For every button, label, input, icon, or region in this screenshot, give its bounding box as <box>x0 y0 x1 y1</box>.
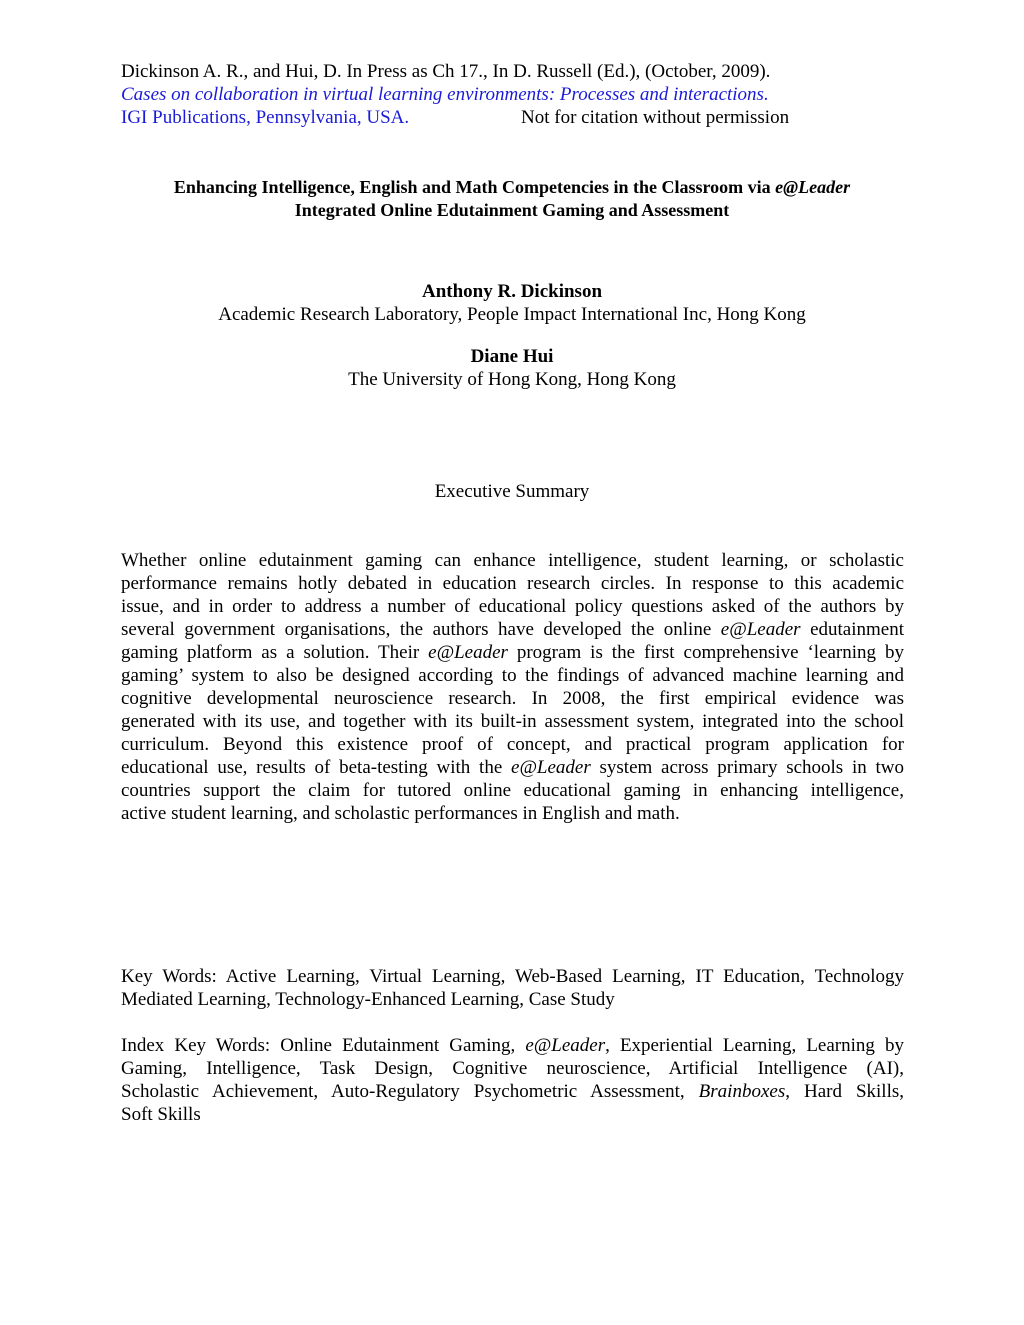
author-name: Anthony R. Dickinson <box>421 281 603 302</box>
key-words-line <box>121 988 904 1011</box>
summary-line <box>121 572 904 595</box>
title-line-1-text: Enhancing Intelligence, English and Math Competencies in the Classroom via <box>173 177 776 197</box>
line-text: edutainment <box>800 619 904 640</box>
line-text: Mediated Learning, Technology-Enhanced Learning, Case Study <box>121 989 615 1010</box>
index-key-words-line <box>121 1057 904 1080</box>
italic-term: e@Leader <box>428 642 508 663</box>
title-brand: e@Leader <box>775 177 851 197</box>
section-heading: Executive Summary <box>434 481 590 502</box>
author-name: Diane Hui <box>470 346 554 367</box>
line-text: active student learning, and scholastic performances in English and math. <box>121 803 680 824</box>
line-text: Key Words: Active Learning, Virtual Learning, Web-Based Learning, IT Education, Technology <box>121 966 904 987</box>
index-key-words-paragraph <box>121 1034 904 1126</box>
executive-summary-paragraph <box>121 549 904 825</box>
citation-line-1: Dickinson A. R., and Hui, D. In Press as Ch 17., In D. Russell (Ed.), (October, 2009). <box>121 61 771 82</box>
line-text: curriculum. Beyond this existence proof of concept, and practical program application for <box>121 734 904 755</box>
author-2 <box>100 345 924 391</box>
line-text: gaming platform as a solution. Their <box>121 642 429 663</box>
line-text: , Experiential Learning, Learning by <box>605 1035 904 1056</box>
italic-term: e@Leader <box>525 1035 606 1056</box>
key-words-line <box>121 965 904 988</box>
summary-line <box>121 779 904 802</box>
italic-term: e@Leader <box>511 757 591 778</box>
line-text: issue, and in order to address a number of educational policy questions asked of the authors by <box>121 596 904 617</box>
line-text: countries support the claim for tutored online educational gaming in enhancing intelligence, <box>121 780 904 801</box>
line-text: educational use, results of beta-testing with the <box>121 757 512 778</box>
paper-title <box>100 176 924 222</box>
line-text: program is the first comprehensive ‘learning by <box>507 642 904 663</box>
line-text: gaming’ system to also be designed according to the findings of advanced machine learning and <box>121 665 904 686</box>
key-words-paragraph <box>121 965 904 1011</box>
line-text: several government organisations, the authors have developed the online <box>121 619 721 640</box>
line-text: system across primary schools in two <box>590 757 904 778</box>
summary-line <box>121 756 904 779</box>
line-text: Scholastic Achievement, Auto-Regulatory Psychometric Assessment, <box>121 1081 699 1102</box>
book-title-line: Cases on collaboration in virtual learning environments: Processes and interactions. <box>121 84 769 105</box>
summary-line <box>121 595 904 618</box>
summary-line <box>121 641 904 664</box>
index-key-words-line <box>121 1103 904 1126</box>
line-text: cognitive developmental neuroscience research. In 2008, the first empirical evidence was <box>121 688 904 709</box>
author-affiliation: The University of Hong Kong, Hong Kong <box>348 369 676 390</box>
line-text: performance remains hotly debated in education research circles. In response to this academic <box>121 573 904 594</box>
summary-line <box>121 664 904 687</box>
author-1 <box>100 280 924 326</box>
index-key-words-line <box>121 1080 904 1103</box>
line-text: Gaming, Intelligence, Task Design, Cognitive neuroscience, Artificial Intelligence (AI), <box>121 1058 904 1079</box>
summary-line <box>121 802 904 825</box>
publisher-text: IGI Publications, Pennsylvania, USA. <box>121 107 410 128</box>
line-text: Whether online edutainment gaming can enhance intelligence, student learning, or scholastic <box>121 550 904 571</box>
line-text: Soft Skills <box>121 1104 201 1125</box>
italic-term: e@Leader <box>720 619 801 640</box>
citation-notice: Not for citation without permission <box>521 107 790 128</box>
title-line-2: Integrated Online Edutainment Gaming and Assessment <box>294 200 730 220</box>
citation-line-3 <box>121 106 821 129</box>
author-affiliation: Academic Research Laboratory, People Impact International Inc, Hong Kong <box>218 304 806 325</box>
index-key-words-line <box>121 1034 904 1057</box>
summary-line <box>121 549 904 572</box>
citation-header <box>121 60 821 129</box>
line-text: Index Key Words: Online Edutainment Gaming, <box>121 1035 526 1056</box>
summary-line <box>121 618 904 641</box>
summary-line <box>121 733 904 756</box>
summary-line <box>121 687 904 710</box>
summary-line <box>121 710 904 733</box>
italic-term: Brainboxes <box>698 1081 786 1102</box>
line-text: generated with its use, and together with its built-in assessment system, integrated into the school <box>121 711 904 732</box>
line-text: , Hard Skills, <box>785 1081 905 1102</box>
title-line-1 <box>100 176 924 199</box>
